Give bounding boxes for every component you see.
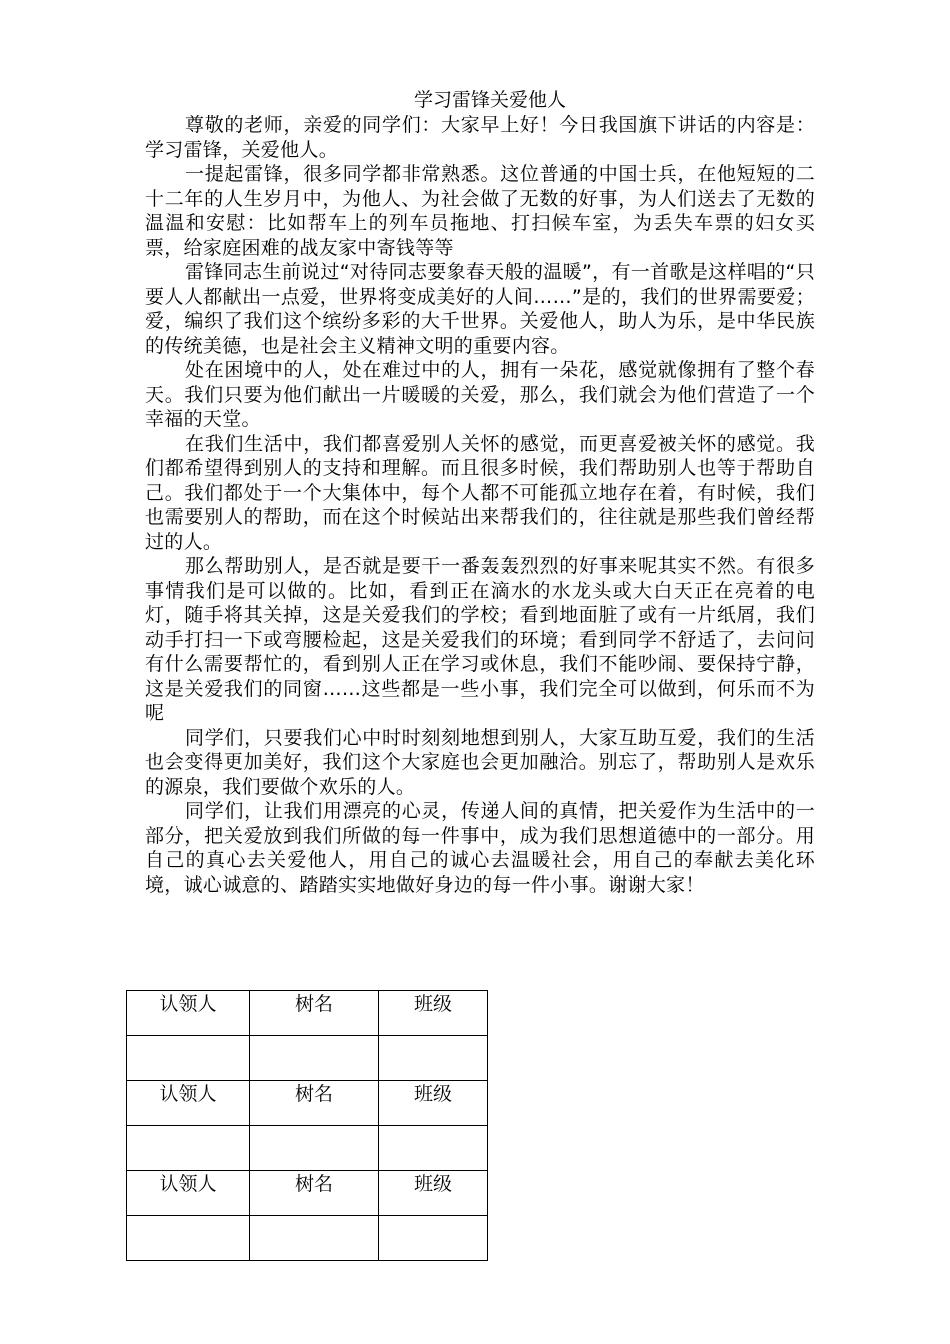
table-row (127, 1126, 488, 1171)
table-header-row (127, 1171, 488, 1216)
header-claimant: 认领人 (127, 1171, 250, 1216)
header-class: 班级 (379, 1081, 488, 1126)
header-tree-name: 树名 (250, 991, 379, 1036)
header-claimant: 认领人 (127, 1081, 250, 1126)
tree-claim-table (126, 990, 488, 1261)
document-body (145, 88, 815, 897)
paragraph-1: 尊敬的老师，亲爱的同学们：大家早上好！今日我国旗下讲话的内容是：学习雷锋，关爱他人。 (145, 114, 815, 161)
table-header-row (127, 991, 488, 1036)
document-title: 学习雷锋关爱他人 (413, 89, 566, 111)
tree-name-cell[interactable] (250, 1216, 379, 1261)
paragraph-3: 雷锋同志生前说过“对待同志要象春天般的温暖”，有一首歌是这样唱的“只要人人都献出一点爱，世界将变成美好的人间……”是的，我们的世界需要爱；爱，编织了我们这个缤纷多彩的大千世界。关爱他人，助人为乐，是中华民族的传统美德，也是社会主义精神文明的重要内容。 (145, 261, 815, 357)
paragraph-8: 同学们，让我们用漂亮的心灵，传递人间的真情，把关爱作为生活中的一部分，把关爱放到我们所做的每一件事中，成为我们思想道德中的一部分。用自己的真心去关爱他人，用自己的诚心去温暖社会，用自己的奉献去美化环境，诚心诚意的、踏踏实实地做好身边的每一件小事。谢谢大家！ (145, 800, 815, 896)
class-cell[interactable] (379, 1216, 488, 1261)
header-class: 班级 (379, 991, 488, 1036)
table-header-row (127, 1081, 488, 1126)
paragraph-5: 在我们生活中，我们都喜爱别人关怀的感觉，而更喜爱被关怀的感觉。我们都希望得到别人的支持和理解。而且很多时候，我们帮助别人也等于帮助自己。我们都处于一个大集体中，每个人都不可能孤立地存在着，有时候，我们也需要别人的帮助，而在这个时候站出来帮我们的，往往就是那些我们曾经帮过的人。 (145, 432, 815, 553)
claimant-cell[interactable] (127, 1126, 250, 1171)
paragraph-2: 一提起雷锋，很多同学都非常熟悉。这位普通的中国士兵，在他短短的二十二年的人生岁月中，为他人、为社会做了无数的好事，为人们送去了无数的温温和安慰：比如帮车上的列车员拖地、打扫候车室，为丢失车票的妇女买票，给家庭困难的战友家中寄钱等等 (145, 163, 815, 259)
table-row (127, 1036, 488, 1081)
header-tree-name: 树名 (250, 1171, 379, 1216)
header-class: 班级 (379, 1171, 488, 1216)
paragraph-4: 处在困境中的人，处在难过中的人，拥有一朵花，感觉就像拥有了整个春天。我们只要为他们献出一片暖暖的关爱，那么，我们就会为他们营造了一个幸福的天堂。 (145, 359, 815, 430)
header-claimant: 认领人 (127, 991, 250, 1036)
paragraph-7: 同学们，只要我们心中时时刻刻地想到别人，大家互助互爱，我们的生活也会变得更加美好，我们这个大家庭也会更加融洽。别忘了，帮助别人是欢乐的源泉，我们要做个欢乐的人。 (145, 726, 815, 798)
table-row (127, 1216, 488, 1261)
paragraph-6: 那么帮助别人，是否就是要干一番轰轰烈烈的好事来呢其实不然。有很多事情我们是可以做的。比如，看到正在滴水的水龙头或大白天正在亮着的电灯，随手将其关掉，这是关爱我们的学校；看到地面脏了或有一片纸屑，我们动手打扫一下或弯腰检起，这是关爱我们的环境；看到同学不舒适了，去问问有什么需要帮忙的，看到别人正在学习或休息，我们不能吵闹、要保持宁静，这是关爱我们的同窗……这些都是一些小事，我们完全可以做到，何乐而不为呢 (145, 555, 815, 724)
claimant-cell[interactable] (127, 1216, 250, 1261)
tree-name-cell[interactable] (250, 1126, 379, 1171)
class-cell[interactable] (379, 1126, 488, 1171)
tree-name-cell[interactable] (250, 1036, 379, 1081)
class-cell[interactable] (379, 1036, 488, 1081)
header-tree-name: 树名 (250, 1081, 379, 1126)
claimant-cell[interactable] (127, 1036, 250, 1081)
